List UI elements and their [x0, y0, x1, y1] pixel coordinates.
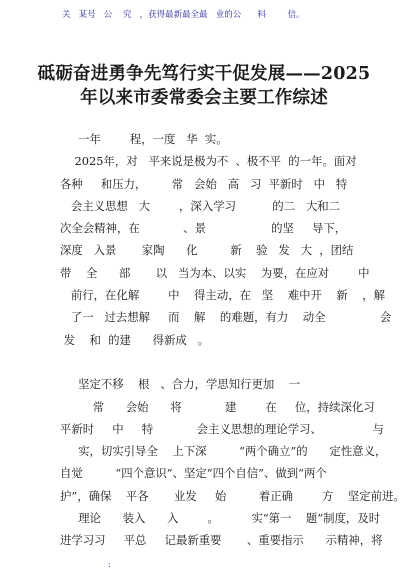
body-line: 深度 入景 家陶 化 新 验 发 大 ，团结: [60, 243, 354, 258]
body-line-blank: [60, 351, 360, 373]
body-line: 理论 装入 入 。 实“第一 题”制度，及时: [60, 511, 381, 526]
body-line: 自觉 “四个意识”、坚定“四个自信”、做到“两个: [60, 466, 327, 481]
body-line: 一年 程，一度 华 实。: [60, 132, 228, 146]
body-line: 前行，在化解 中 得主动，在 坚 难中开 新 ，解: [60, 288, 386, 303]
body-line: 实，切实引导全 上下深 “两个确立”的 定性意义，: [60, 444, 387, 459]
body-line: 次全会精神，在 、景 的坚 导下，: [60, 221, 347, 236]
title-line-2: 年以来市委常委会主要工作综述: [80, 88, 328, 108]
body-line: 坚定不移 根 、合力，学思知行更加 一: [60, 377, 301, 392]
body-line: 护”，确保 平各 业发 始 着正确 方 坚定前进。: [60, 488, 405, 503]
body-line: 各种 和压力， 常 会始 高 习 平新时 中 特: [60, 176, 348, 191]
body-line: 带 全 部 以 当为本、以实 为要，在应对 中: [60, 265, 370, 280]
body-line: 平新时 中 特 会主义思想的理论学习、 与: [60, 421, 384, 436]
body-line: 进学习习 平总 记最新重要 、重要指示 示精神，将: [60, 533, 383, 548]
body-line: 2025年，对 平来说是极为不 、极不平 的一年。面对: [60, 154, 357, 169]
body-line: 了一 过去想解 而 解 的难题，有力 动全 会: [60, 310, 392, 325]
body-line: 会主义思想 大 ，深入学习 的二 大和二: [60, 198, 341, 213]
title-line-1: 砥砺奋进勇争先笃行实干促发展——2025: [37, 64, 371, 84]
body-line: 发 和 的建 得新成 。: [60, 332, 210, 347]
footer-mark: :: [108, 560, 111, 569]
body-line: 常 会始 将 建 在 位，持续深化习: [60, 399, 375, 414]
header-source-line: 关 某号 公 究 ，获得最新最全最 业的公 料 信。: [62, 10, 305, 20]
document-body: [60, 128, 405, 552]
document-title: [30, 62, 378, 110]
